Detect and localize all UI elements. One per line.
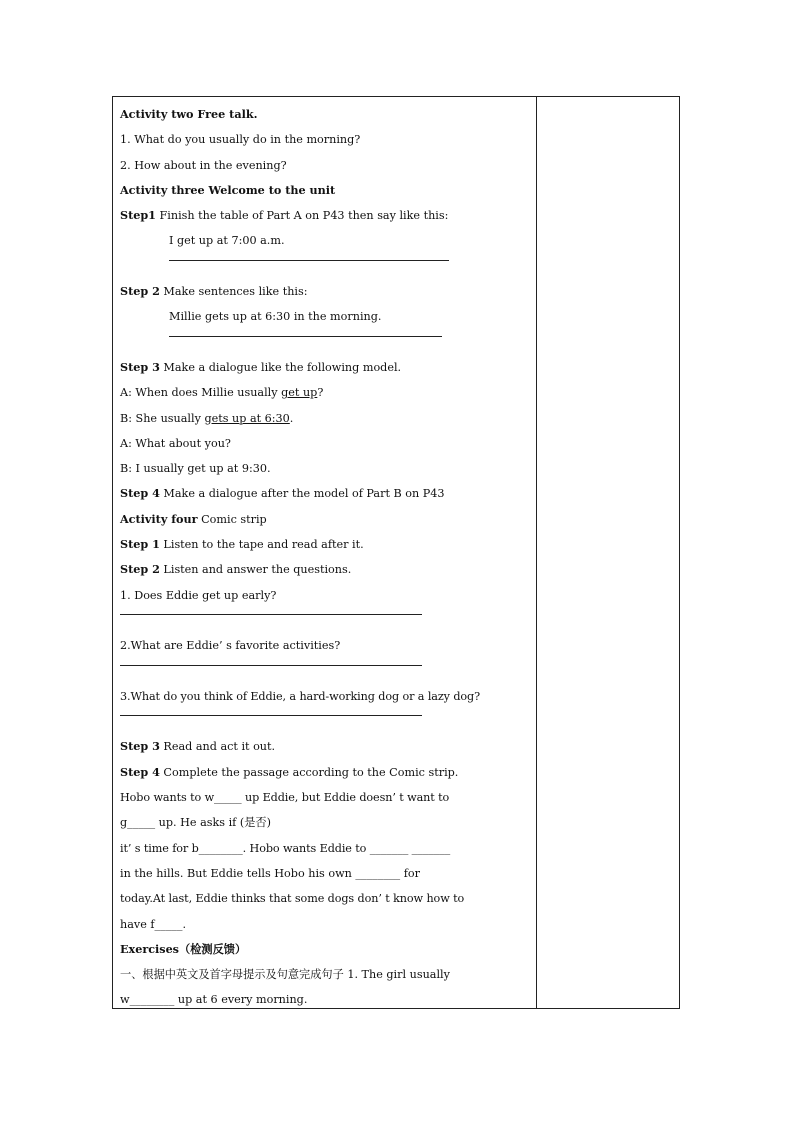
activity-two-heading: Activity two Free talk. — [120, 107, 258, 121]
comic-step2-line — [120, 557, 530, 582]
step-text: Make a dialogue after the model of Part B on P43 — [159, 487, 445, 501]
step-text: Listen and answer the questions. — [159, 563, 352, 577]
step-label: Step 3 — [120, 739, 160, 754]
example-sentence-1: I get up at 7:00 a.m. — [169, 234, 285, 248]
dialogue-a1: A: When does Millie usually get up? — [120, 386, 324, 400]
exercise-instruction: 一、根据中英文及首字母提示及句意完成句子 1. The girl usually — [120, 968, 450, 982]
lesson-content — [120, 102, 530, 1013]
activity-three-heading: Activity three Welcome to the unit — [120, 182, 336, 197]
step-text: Make a dialogue like the following model. — [159, 360, 402, 374]
question-1: 1. What do you usually do in the morning? — [120, 133, 361, 147]
dialogue-a2: A: What about you? — [120, 436, 231, 450]
passage-line-1: Hobo wants to w_____ up Eddie, but Eddie doesn’ t want to — [120, 791, 450, 805]
step-label: Step 2 — [120, 562, 160, 577]
comic-question-1: 1. Does Eddie get up early? — [120, 588, 277, 602]
passage-line-4: in the hills. But Eddie tells Hobo his own ________ for — [120, 866, 420, 880]
step-label: Step 2 — [120, 284, 160, 299]
question-2: 2. How about in the evening? — [120, 158, 287, 172]
comic-step1-line — [120, 532, 530, 557]
step-text: Read and act it out. — [159, 740, 276, 754]
step-label: Step 1 — [120, 537, 160, 552]
dialogue-b1: B: She usually gets up at 6:30. — [120, 411, 294, 425]
comic-question-2: 2.What are Eddie’ s favorite activities? — [120, 639, 341, 653]
comic-step3-line — [120, 734, 530, 759]
exercise-item-1: w________ up at 6 every morning. — [120, 993, 308, 1007]
step-text: Complete the passage according to the Comic strip. — [159, 765, 459, 779]
step-label: Step 3 — [120, 359, 160, 374]
comic-question-3: 3.What do you think of Eddie, a hard-working dog or a lazy dog? — [120, 689, 481, 703]
dialogue-b2: B: I usually get up at 9:30. — [120, 462, 271, 476]
activity-four-heading: Activity four Comic strip — [120, 511, 267, 526]
passage-line-5: today.At last, Eddie thinks that some dogs don’ t know how to — [120, 892, 465, 906]
passage-line-2: g_____ up. He asks if (是否) — [120, 816, 271, 830]
exercises-heading: Exercises（检测反馈） — [120, 941, 247, 956]
passage-line-6: have f_____. — [120, 917, 187, 931]
step-label: Step 4 — [120, 764, 160, 779]
step-text: Make sentences like this: — [159, 285, 308, 299]
passage-line-3: it’ s time for b________. Hobo wants Eddie to _______ _______ — [120, 841, 451, 855]
step-text: Finish the table of Part A on P43 then say like this: — [155, 209, 449, 223]
step1-line — [120, 203, 530, 228]
answer-blank-4 — [120, 659, 530, 684]
lesson-table — [112, 96, 680, 1009]
step-text: Listen to the tape and read after it. — [159, 538, 364, 552]
step3-line — [120, 355, 530, 380]
column-divider — [536, 97, 537, 1008]
example-sentence-2: Millie gets up at 6:30 in the morning. — [169, 310, 382, 324]
answer-blank-3 — [120, 608, 530, 633]
step-label: Step 4 — [120, 486, 160, 501]
step-label: Step1 — [120, 208, 156, 223]
step2-line — [120, 279, 530, 304]
answer-blank-1 — [120, 254, 530, 279]
answer-blank-2 — [120, 330, 530, 355]
answer-blank-5 — [120, 709, 530, 734]
comic-step4-line — [120, 760, 530, 785]
step4-line — [120, 481, 530, 506]
